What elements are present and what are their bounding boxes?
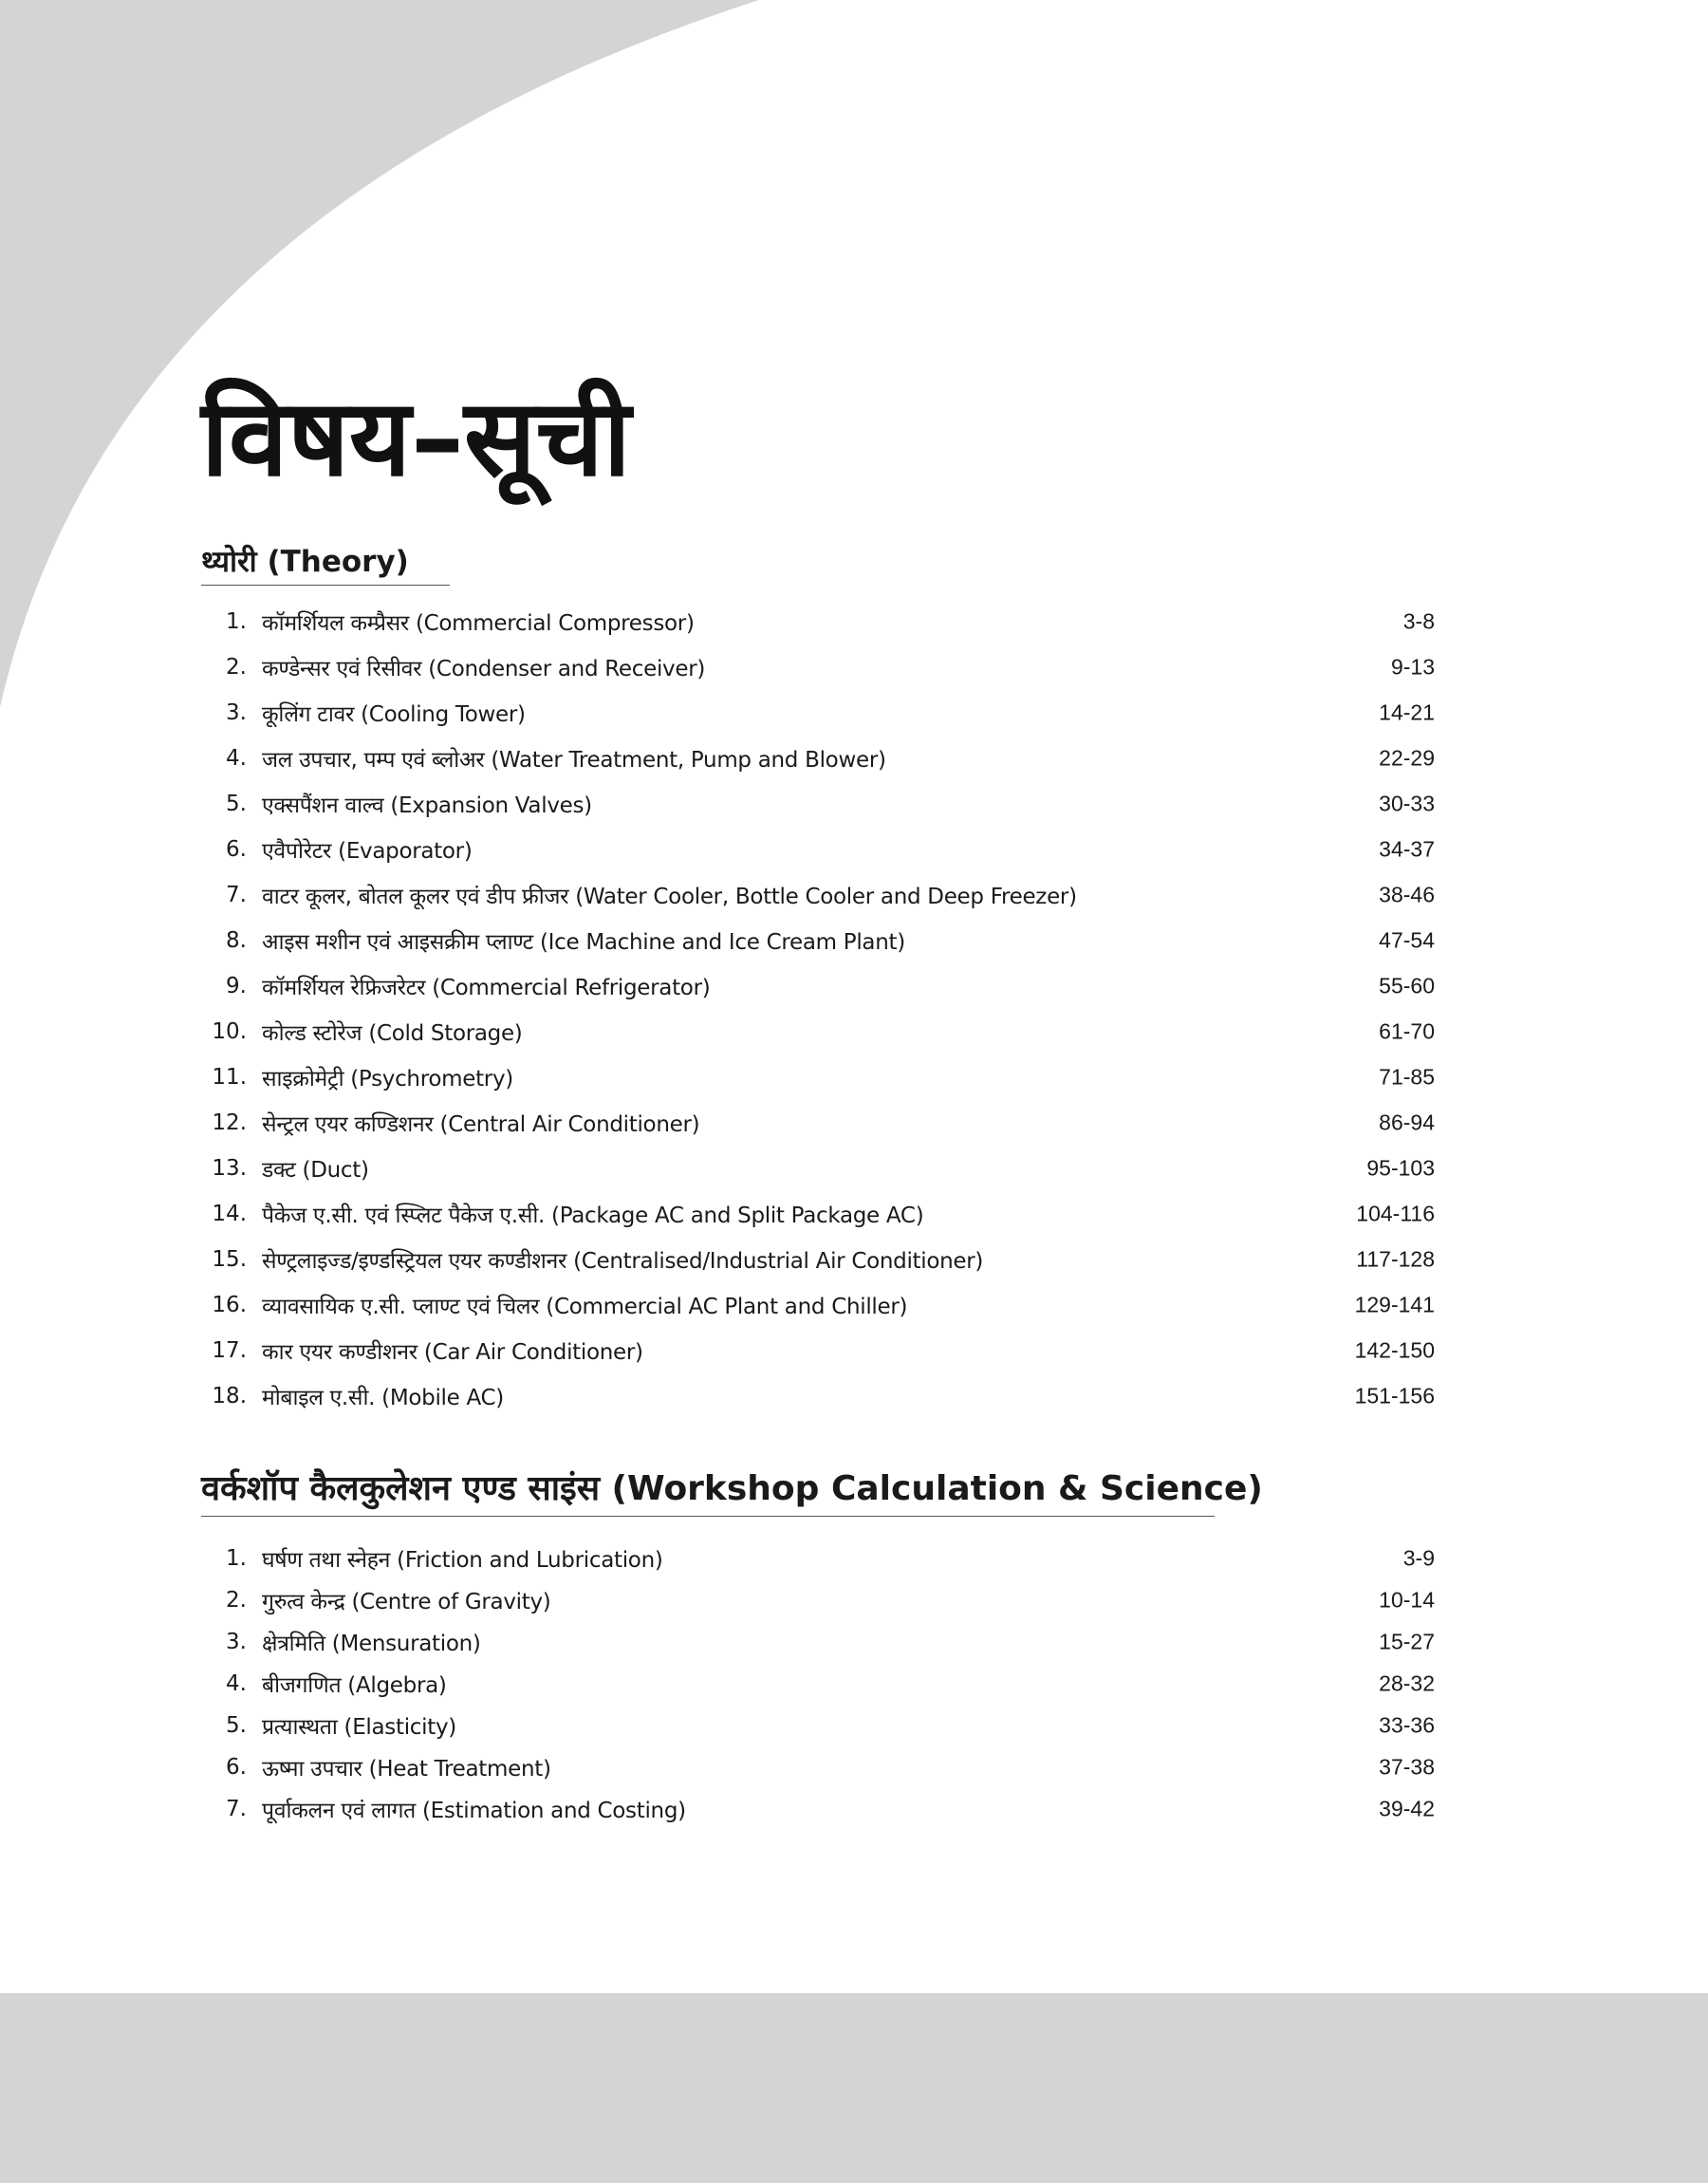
toc-entry-title: एवैपोरेटर (Evaporator) xyxy=(262,839,473,865)
toc-entry-pages: 28-32 xyxy=(1379,1670,1435,1696)
toc-entry-pages: 15-27 xyxy=(1379,1629,1435,1654)
toc-entry xyxy=(201,1705,1435,1746)
toc-entry xyxy=(201,736,1435,781)
toc-entry-title: ऊष्मा उपचार (Heat Treatment) xyxy=(262,1756,551,1782)
toc-entry xyxy=(201,599,1435,644)
toc-entry-title: बीजगणित (Algebra) xyxy=(262,1672,447,1698)
toc-entry-number: 5. xyxy=(226,1712,247,1738)
toc-entry xyxy=(201,1621,1435,1663)
toc-entry-pages: 71-85 xyxy=(1379,1064,1435,1090)
toc-entry-title: मोबाइल ए.सी. (Mobile AC) xyxy=(262,1386,504,1411)
toc-entry xyxy=(201,1009,1435,1054)
toc-entry-title: सेण्ट्रलाइज्ड/इण्डस्ट्रियल एयर कण्डीशनर (Centralised/Industrial Air Conditioner) xyxy=(262,1249,984,1275)
toc-entry-title: कोल्ड स्टोरेज (Cold Storage) xyxy=(262,1021,523,1047)
toc-entry-number: 17. xyxy=(212,1338,247,1364)
toc-entry xyxy=(201,1746,1435,1788)
toc-entry-title: कॉमर्शियल कम्प्रैसर (Commercial Compressor) xyxy=(262,611,695,637)
toc-entry-title: वाटर कूलर, बोतल कूलर एवं डीप फ्रीजर (Water Cooler, Bottle Cooler and Deep Freezer) xyxy=(262,885,1077,910)
toc-entry-title: साइक्रोमेट्री (Psychrometry) xyxy=(262,1067,513,1092)
toc-entry-number: 8. xyxy=(226,928,247,954)
toc-entry xyxy=(201,690,1435,736)
toc-entry-pages: 55-60 xyxy=(1379,973,1435,998)
toc-entry-pages: 14-21 xyxy=(1379,700,1435,725)
toc-entry-number: 7. xyxy=(226,1796,247,1821)
toc-entry xyxy=(201,1146,1435,1191)
toc-entry-title: डक्ट (Duct) xyxy=(262,1158,369,1184)
toc-entry-number: 1. xyxy=(226,609,247,635)
toc-entry-title: पूर्वाकलन एवं लागत (Estimation and Costing) xyxy=(262,1798,686,1823)
toc-entry-pages: 37-38 xyxy=(1379,1754,1435,1780)
toc-entry-number: 6. xyxy=(226,1754,247,1780)
toc-entry-title: प्रत्यास्थता (Elasticity) xyxy=(262,1714,456,1740)
toc-entry-number: 4. xyxy=(226,1670,247,1696)
toc-list xyxy=(201,1538,1435,1830)
toc-entry-pages: 151-156 xyxy=(1354,1383,1435,1409)
toc-entry-title: क्षेत्रमिति (Mensuration) xyxy=(262,1631,481,1656)
toc-entry xyxy=(201,1282,1435,1328)
toc-entry-pages: 22-29 xyxy=(1379,745,1435,771)
toc-entry xyxy=(201,1579,1435,1621)
toc-entry-number: 2. xyxy=(226,1587,247,1613)
toc-entry-number: 4. xyxy=(226,746,247,772)
toc-entry-pages: 9-13 xyxy=(1390,654,1435,680)
section-heading: वर्कशॉप कैलकुलेशन एण्ड साइंस (Workshop Calculation & Science) xyxy=(201,1469,1263,1508)
toc-entry-number: 9. xyxy=(226,974,247,999)
toc-entry-number: 6. xyxy=(226,837,247,863)
toc-entry-number: 3. xyxy=(226,700,247,726)
toc-entry-title: कूलिंग टावर (Cooling Tower) xyxy=(262,702,526,728)
toc-entry-number: 12. xyxy=(212,1110,247,1136)
toc-entry-title: गुरुत्व केन्द्र (Centre of Gravity) xyxy=(262,1589,551,1614)
toc-entry-number: 11. xyxy=(212,1065,247,1091)
toc-entry-title: सेन्ट्रल एयर कण्डिशनर (Central Air Conditioner) xyxy=(262,1112,700,1138)
toc-entry-pages: 3-9 xyxy=(1402,1545,1435,1571)
toc-entry-number: 7. xyxy=(226,883,247,908)
toc-entry-pages: 142-150 xyxy=(1354,1337,1435,1363)
toc-entry xyxy=(201,1237,1435,1282)
toc-list xyxy=(201,599,1435,1419)
heading-underline xyxy=(201,1516,1215,1517)
toc-entry-number: 5. xyxy=(226,792,247,817)
toc-entry-title: कार एयर कण्डीशनर (Car Air Conditioner) xyxy=(262,1340,643,1366)
toc-entry-number: 18. xyxy=(212,1384,247,1409)
toc-entry xyxy=(201,918,1435,963)
toc-entry-number: 2. xyxy=(226,655,247,681)
section-heading: थ्योरी (Theory) xyxy=(201,545,409,579)
toc-entry xyxy=(201,1538,1435,1579)
toc-entry-number: 15. xyxy=(212,1247,247,1273)
toc-entry xyxy=(201,872,1435,918)
toc-entry-title: कण्डेन्सर एवं रिसीवर (Condenser and Receiver) xyxy=(262,657,706,682)
toc-entry-title: पैकेज ए.सी. एवं स्प्लिट पैकेज ए.सी. (Package AC and Split Package AC) xyxy=(262,1203,924,1229)
toc-entry-pages: 86-94 xyxy=(1379,1110,1435,1135)
toc-entry xyxy=(201,644,1435,690)
toc-entry xyxy=(201,1100,1435,1146)
toc-entry-number: 14. xyxy=(212,1202,247,1227)
heading-underline xyxy=(201,585,450,586)
toc-entry xyxy=(201,1373,1435,1419)
toc-entry xyxy=(201,1191,1435,1237)
toc-entry-number: 1. xyxy=(226,1545,247,1571)
toc-entry-title: कॉमर्शियल रेफ्रिजरेटर (Commercial Refrigerator) xyxy=(262,976,711,1001)
toc-entry xyxy=(201,963,1435,1009)
toc-entry-number: 16. xyxy=(212,1293,247,1318)
toc-entry-title: आइस मशीन एवं आइसक्रीम प्लाण्ट (Ice Machine and Ice Cream Plant) xyxy=(262,930,905,956)
toc-entry-pages: 104-116 xyxy=(1356,1201,1435,1226)
toc-entry xyxy=(201,1788,1435,1830)
toc-entry-title: जल उपचार, पम्प एवं ब्लोअर (Water Treatment, Pump and Blower) xyxy=(262,748,886,774)
toc-entry-pages: 34-37 xyxy=(1379,836,1435,862)
toc-entry-pages: 117-128 xyxy=(1356,1246,1435,1272)
toc-entry-number: 3. xyxy=(226,1629,247,1654)
toc-entry xyxy=(201,781,1435,827)
toc-entry-pages: 61-70 xyxy=(1379,1018,1435,1044)
bottom-gray-band xyxy=(0,1993,1708,2183)
toc-entry xyxy=(201,1328,1435,1373)
toc-entry-number: 10. xyxy=(212,1019,247,1045)
toc-entry-title: घर्षण तथा स्नेहन (Friction and Lubrication) xyxy=(262,1547,663,1573)
toc-entry-pages: 33-36 xyxy=(1379,1712,1435,1738)
toc-entry-pages: 129-141 xyxy=(1354,1292,1435,1317)
toc-entry-pages: 39-42 xyxy=(1379,1796,1435,1821)
toc-entry xyxy=(201,827,1435,872)
toc-section-theory xyxy=(201,543,1435,1419)
toc-section-workshop xyxy=(201,1467,1435,1830)
toc-entry-pages: 47-54 xyxy=(1379,927,1435,953)
toc-entry-pages: 38-46 xyxy=(1379,882,1435,907)
toc-entry-number: 13. xyxy=(212,1156,247,1182)
toc-entry xyxy=(201,1663,1435,1705)
page-title: विषय–सूची xyxy=(201,377,631,500)
toc-entry-pages: 95-103 xyxy=(1366,1155,1435,1181)
toc-entry-pages: 10-14 xyxy=(1379,1587,1435,1613)
toc-entry-pages: 3-8 xyxy=(1402,608,1435,634)
toc-entry-pages: 30-33 xyxy=(1379,791,1435,816)
toc-entry xyxy=(201,1054,1435,1100)
toc-entry-title: एक्सपैंशन वाल्व (Expansion Valves) xyxy=(262,793,592,819)
toc-entry-title: व्यावसायिक ए.सी. प्लाण्ट एवं चिलर (Commercial AC Plant and Chiller) xyxy=(262,1295,908,1320)
